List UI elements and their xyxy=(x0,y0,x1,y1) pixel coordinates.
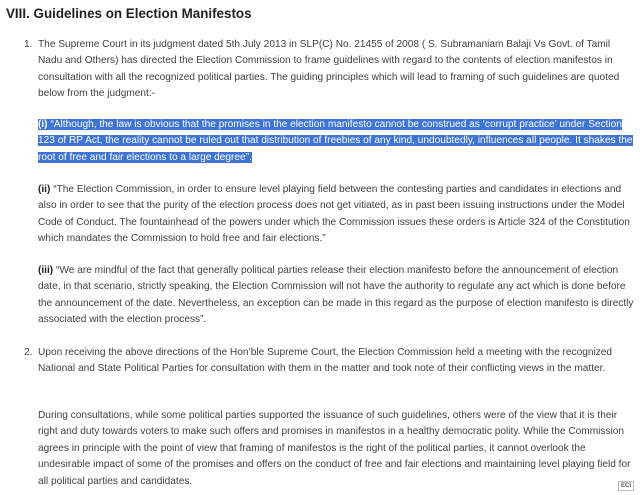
quote-ii-label: (ii) xyxy=(38,184,51,195)
selected-text-highlight[interactable] xyxy=(38,119,633,163)
quote-iii-text: “We are mindful of the fact that generally political parties release their election manifesto before the announcement of election date, in that scenario, strictly speaking, the Election Commission will not have the authority to regulate any act which is done before the announcement of the date. Nevertheless, an exception can be made in this regard as the purpose of election manifesto is directly associated with the election process”. xyxy=(38,265,634,326)
quote-iii-label: (iii) xyxy=(38,265,54,276)
quote-i-label: (i) xyxy=(38,119,48,130)
consultation-paragraph: During consultations, while some political parties supported the issuance of such guidelines, others were of the view that it is their right and duty towards voters to make such offers and promises in manifestos in a healthy democratic polity. While the Commission agrees in principle with the point of view that framing of manifestos is the right of the political parties, it cannot overlook the undesirable impact of some of the promises and offers on the conduct of free and fair elections and maintaining level playing field for all political parties and candidates. xyxy=(38,410,631,487)
item-1-number: 1. xyxy=(24,39,33,50)
item-2-number: 2. xyxy=(24,347,33,358)
eci-logo: ECI xyxy=(618,481,634,491)
quote-iii-paragraph xyxy=(38,263,634,329)
quote-i-text: “Although, the law is obvious that the promises in the election manifesto cannot be construed as ‘corrupt practice’ under Section 123 of RP Act, the reality cannot be ruled out that distribution of freebies of any kind, undoubtedly, influences all people. It shakes the root of free and fair elections to a large degree”. xyxy=(38,119,633,163)
item-1-paragraph: The Supreme Court in its judgment dated 5th July 2013 in SLP(C) No. 21455 of 2008 ( S. Subramaniam Balaji Vs Govt. of Tamil Nadu and Others) has directed the Election Commission to frame guidelines with regard to the contents of election manifestos in consultation with all the recognized political parties. The guiding principles which will lead to framing of such guidelines are quoted below from the judgment:- xyxy=(38,39,620,100)
section-heading: VIII. Guidelines on Election Manifestos xyxy=(6,6,252,21)
item-2-paragraph: Upon receiving the above directions of the Hon’ble Supreme Court, the Election Commission held a meeting with the recognized National and State Political Parties for consultation with them in the matter and took note of their conflicting views in the matter. xyxy=(38,347,613,375)
quote-ii-paragraph xyxy=(38,182,634,248)
quote-ii-text: “The Election Commission, in order to ensure level playing field between the contesting parties and candidates in elections and also in order to see that the purity of the election process does not get vitiated, as in past been issuing instructions under the Model Code of Conduct. The fountainhead of the powers under which the Commission issues these orders is Article 324 of the Constitution which mandates the Commission to hold free and fair elections.” xyxy=(38,184,630,245)
quote-i-paragraph[interactable] xyxy=(38,117,634,166)
